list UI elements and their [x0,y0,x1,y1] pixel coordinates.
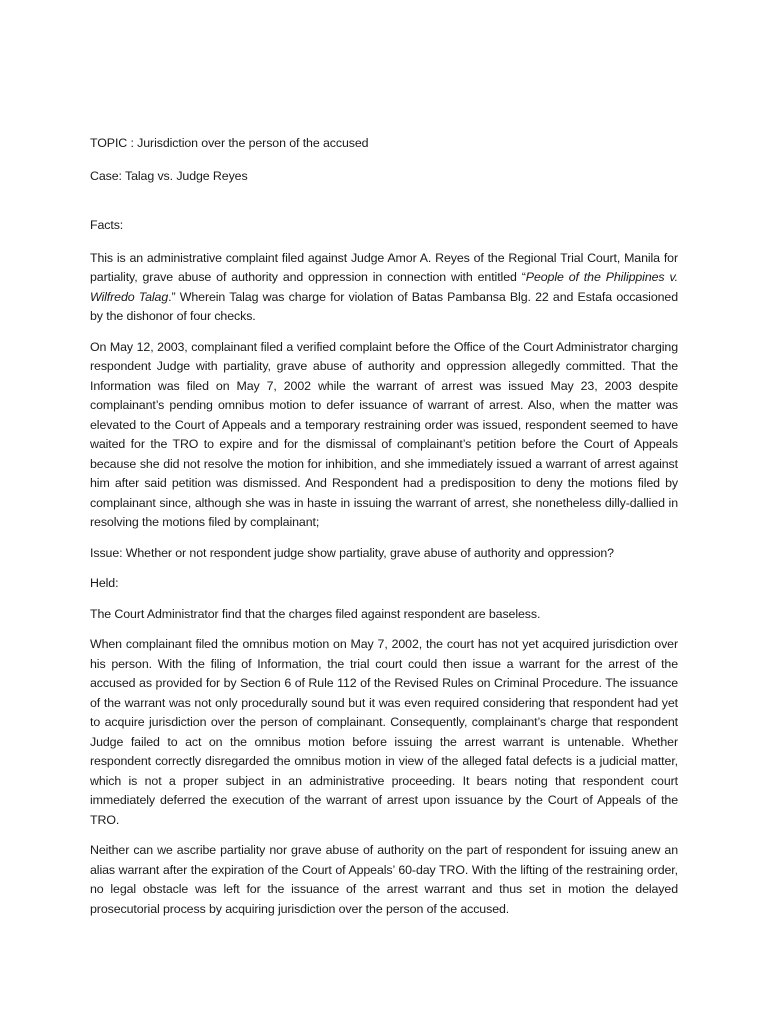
case-title: Case: Talag vs. Judge Reyes [90,168,248,183]
facts-heading: Facts: [90,218,124,232]
facts-paragraph-2: On May 12, 2003, complainant filed a verified complaint before the Office of the Court Administrator charging respondent Judge with partiality, grave abuse of authority and oppression allegedly committed. That the Information was filed on May 7, 2002 while the warrant of arrest was issued May 23, 2003 despite complainant’s pending omnibus motion to defer issuance of warrant of arrest. Also, when the matter was elevated to the Court of Appeals and a temporary restraining order was issued, respondent seemed to have waited for the TRO to expire and for the dismissal of complainant’s petition before the Court of Appeals because she did not resolve the motion for inhibition, and she immediately issued a warrant of arrest against him after said petition was dismissed. And Respondent had a predisposition to deny the motions filed by complainant since, although she was in haste in issuing the warrant of arrest, she nonetheless dilly-dallied in resolving the motions filed by complainant; [90,339,678,529]
topic-line: TOPIC : Jurisdiction over the person of the accused [90,136,369,150]
held-paragraph-3: Neither can we ascribe partiality nor grave abuse of authority on the part of respondent for issuing anew an alias warrant after the expiration of the Court of Appeals’ 60-day TRO. With the lifting of the restraining order, no legal obstacle was left for the issuance of the arrest warrant and thus set in motion the delayed prosecutorial process by acquiring jurisdiction over the person of the accused. [90,843,678,916]
facts-paragraph-1 [90,249,678,327]
facts-p1-text-a: This is an administrative complaint filed against Judge Amor A. Reyes of the Regional Trial Court, Manila for partiality, grave abuse of authority and oppression in connection with entitled “ [90,250,678,284]
case-citation-italic: People of the Philippines v. Wilfredo Talag [90,270,678,304]
held-paragraph-2: When complainant filed the omnibus motion on May 7, 2002, the court has not yet acquired jurisdiction over his person. With the filing of Information, the trial court could then issue a warrant for the arrest of the accused as provided for by Section 6 of Rule 112 of the Revised Rules on Criminal Procedure. The issuance of the warrant was not only procedurally sound but it was even required considering that respondent had yet to acquire jurisdiction over the person of complainant. Consequently, complainant’s charge that respondent Judge failed to act on the omnibus motion before issuing the arrest warrant is untenable. Whether respondent correctly disregarded the omnibus motion in view of the alleged fatal defects is a judicial matter, which is not a proper subject in an administrative proceeding. It bears noting that respondent court immediately deferred the execution of the warrant of arrest upon issuance by the Court of Appeals of the TRO. [90,637,678,827]
document-page [90,134,678,930]
held-paragraph-1: The Court Administrator find that the charges filed against respondent are baseless. [90,606,541,621]
held-heading: Held: [90,576,119,590]
facts-p1-text-b: .” Wherein Talag was charge for violation of Batas Pambansa Blg. 22 and Estafa occasioned by the dishonor of four checks. [90,289,679,323]
issue-paragraph: Issue: Whether or not respondent judge show partiality, grave abuse of authority and oppression? [90,545,614,560]
